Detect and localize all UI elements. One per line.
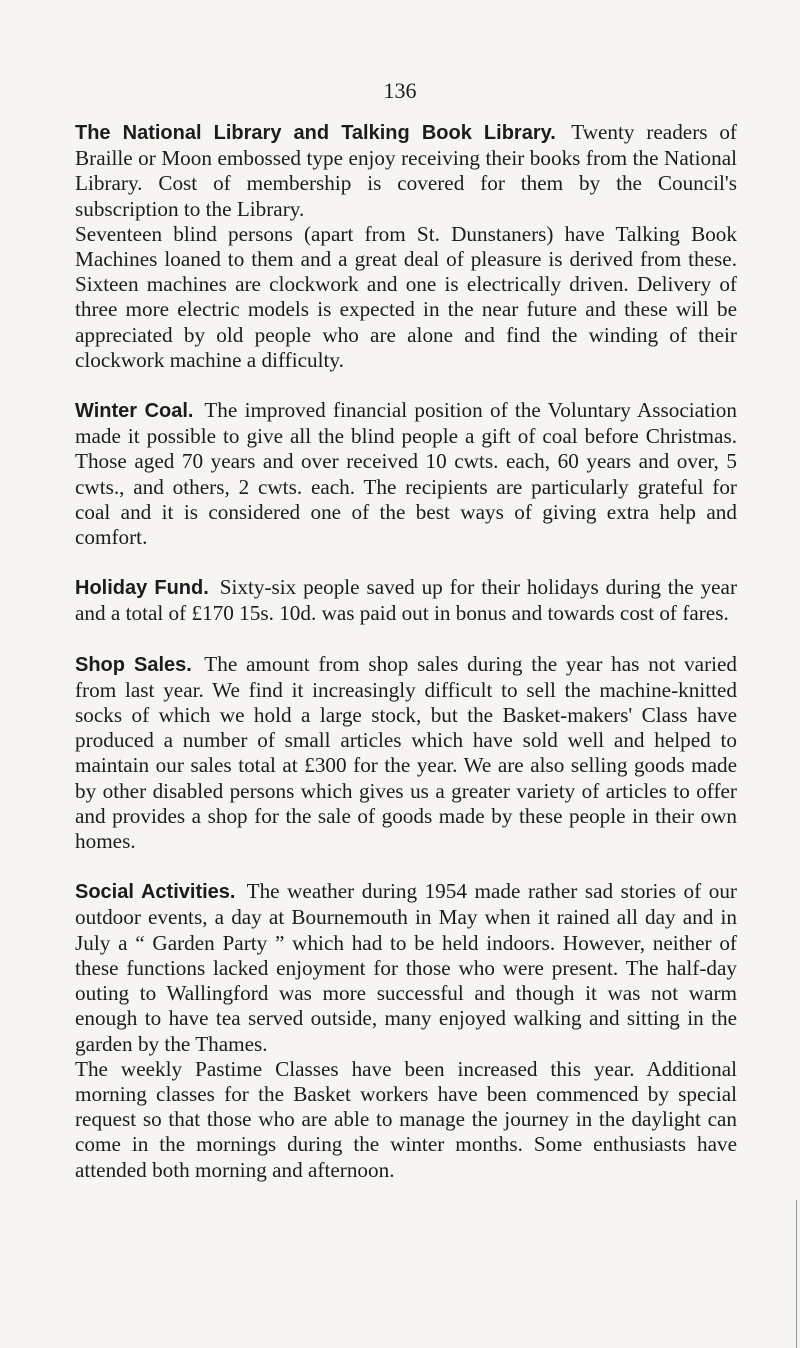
- section-heading: Shop Sales.: [75, 653, 192, 676]
- paragraph: [75, 879, 737, 1056]
- paragraph-text: Seventeen blind persons (apart from St. Dunstaners) have Talking Book Machines loaned to them and a great deal of pleasure is derived from these. Sixteen machines are clockwork and one is electrically driven. Delivery of three more electric models is expected in the near future and these will be appreciated by old people who are alone and find the winding of their clockwork machine a difficulty.: [75, 221, 737, 372]
- paragraph: [75, 398, 737, 550]
- page-number: 136: [383, 78, 417, 103]
- paragraph: [75, 575, 737, 626]
- paragraph-text: The amount from shop sales during the year has not varied from last year. We find it increasingly difficult to sell the machine-knitted socks of which we hold a large stock, but the Basket-makers' Class have produced a number of small articles which have sold well and helped to maintain our sales total at £300 for the year. We are also selling goods made by other disabled persons which gives us a greater variety of articles to offer and provides a shop for the sale of goods made by these people in their own homes.: [75, 651, 738, 854]
- section-winter-coal: [75, 398, 737, 550]
- section-holiday-fund: [75, 575, 737, 626]
- paragraph-text: Twenty readers of Braille or Moon embossed type enjoy receiving their books from the National Library. Cost of membership is covered for them by the Council's subscription to the Library.: [75, 120, 737, 221]
- paragraph-text: The improved financial position of the Voluntary Association made it possible to give all the blind people a gift of coal before Christmas. Those aged 70 years and over received 10 cwts. each, 60 years and over, 5 cwts., and others, 2 cwts. each. The recipients are particularly grateful for coal and it is considered one of the best ways of giving extra help and comfort.: [75, 398, 737, 550]
- section-shop-sales: [75, 652, 737, 855]
- paragraph: [75, 1057, 737, 1183]
- section-heading: Holiday Fund.: [75, 577, 209, 600]
- paragraph-text: Sixty-six people saved up for their holidays during the year and a total of £170 15s. 10d. was paid out in bonus and towards cost of fares.: [75, 575, 738, 626]
- section-social-activities: [75, 879, 737, 1182]
- paragraph-text: The weekly Pastime Classes have been increased this year. Additional morning classes for the Basket workers have been commenced by special request so that those who are able to manage the journey in the daylight can come in the mornings during the winter months. Some enthusiasts have attended both morning and afternoon.: [75, 1056, 737, 1182]
- document-body: [75, 120, 737, 1183]
- page-edge-line: [796, 1200, 797, 1348]
- section-heading: The National Library and Talking Book Library.: [75, 122, 556, 144]
- paragraph-text: The weather during 1954 made rather sad stories of our outdoor events, a day at Bournemouth in May when it rained all day and in July a “ Garden Party ” which had to be held indoors. However, neither of these functions lacked enjoyment for those who were present. The half-day outing to Wallingford was more successful and though it was not warm enough to have tea served outside, many enjoyed walking and sitting in the garden by the Thames.: [75, 879, 737, 1056]
- section-heading: Social Activities.: [75, 881, 236, 904]
- paragraph: [75, 652, 737, 855]
- section-national-library: [75, 120, 737, 373]
- section-heading: Winter Coal.: [75, 400, 194, 423]
- paragraph: [75, 120, 737, 222]
- paragraph: [75, 222, 737, 373]
